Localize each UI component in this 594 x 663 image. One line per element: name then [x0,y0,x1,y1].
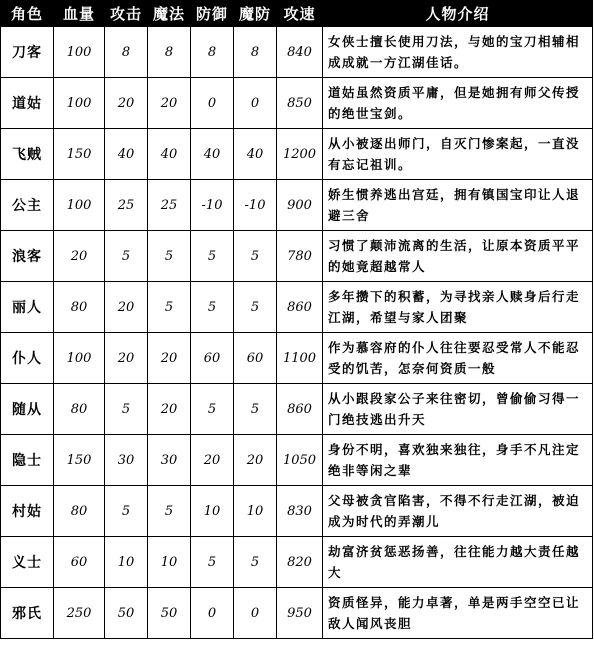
hp-cell: 20 [54,231,105,282]
header-magic-defense: 魔防 [234,1,277,27]
table-body [1,27,593,639]
magic-cell: 25 [148,180,191,231]
defense-cell: 5 [191,537,234,588]
magic-defense-cell: 60 [234,333,277,384]
role-cell: 邪氏 [1,588,54,639]
table-row [1,537,593,588]
table-row [1,333,593,384]
defense-cell: -10 [191,180,234,231]
magic-cell: 40 [148,129,191,180]
hp-cell: 150 [54,129,105,180]
hp-cell: 250 [54,588,105,639]
role-cell: 公主 [1,180,54,231]
hp-cell: 80 [54,486,105,537]
table-row [1,231,593,282]
hp-cell: 80 [54,282,105,333]
attack-speed-cell: 1050 [277,435,323,486]
magic-defense-cell: 10 [234,486,277,537]
magic-cell: 8 [148,27,191,78]
attack-speed-cell: 1200 [277,129,323,180]
magic-cell: 20 [148,78,191,129]
hp-cell: 60 [54,537,105,588]
magic-defense-cell: 5 [234,537,277,588]
table-row [1,588,593,639]
header-attack-speed: 攻速 [277,1,323,27]
magic-defense-cell: 20 [234,435,277,486]
description-cell: 作为慕容府的仆人往往要忍受常人不能忍受的饥苦，怎奈何资质一般 [323,333,593,384]
header-hp: 血量 [54,1,105,27]
attack-cell: 30 [105,435,148,486]
hp-cell: 100 [54,27,105,78]
table-row [1,129,593,180]
magic-cell: 5 [148,486,191,537]
attack-cell: 50 [105,588,148,639]
attack-speed-cell: 820 [277,537,323,588]
magic-defense-cell: 40 [234,129,277,180]
table-row [1,486,593,537]
hp-cell: 100 [54,180,105,231]
defense-cell: 60 [191,333,234,384]
defense-cell: 20 [191,435,234,486]
description-cell: 从小跟段家公子来往密切，曾偷偷习得一门绝技逃出升天 [323,384,593,435]
table-row [1,435,593,486]
description-cell: 多年攒下的积蓄，为寻找亲人赎身后行走江湖，希望与家人团聚 [323,282,593,333]
description-cell: 女侠士擅长使用刀法，与她的宝刀相辅相成成就一方江湖佳话。 [323,27,593,78]
description-cell: 劫富济贫惩恶扬善，往往能力越大责任越大 [323,537,593,588]
attack-cell: 8 [105,27,148,78]
role-cell: 村姑 [1,486,54,537]
magic-cell: 20 [148,384,191,435]
defense-cell: 0 [191,588,234,639]
attack-cell: 20 [105,333,148,384]
magic-defense-cell: 5 [234,282,277,333]
magic-cell: 5 [148,231,191,282]
role-cell: 义士 [1,537,54,588]
role-cell: 隐士 [1,435,54,486]
attack-speed-cell: 830 [277,486,323,537]
role-cell: 浪客 [1,231,54,282]
magic-defense-cell: 5 [234,231,277,282]
attack-speed-cell: 950 [277,588,323,639]
role-cell: 随从 [1,384,54,435]
attack-speed-cell: 850 [277,78,323,129]
table-row [1,27,593,78]
header-attack: 攻击 [105,1,148,27]
defense-cell: 10 [191,486,234,537]
defense-cell: 0 [191,78,234,129]
table-row [1,180,593,231]
magic-defense-cell: 0 [234,78,277,129]
defense-cell: 5 [191,231,234,282]
hp-cell: 150 [54,435,105,486]
attack-speed-cell: 860 [277,384,323,435]
hp-cell: 80 [54,384,105,435]
defense-cell: 40 [191,129,234,180]
magic-cell: 10 [148,537,191,588]
description-cell: 资质怪异，能力卓著，单是两手空空已让敌人闻风丧胆 [323,588,593,639]
attack-cell: 5 [105,384,148,435]
description-cell: 从小被逐出师门，自灭门惨案起，一直没有忘记祖训。 [323,129,593,180]
header-magic: 魔法 [148,1,191,27]
magic-cell: 5 [148,282,191,333]
attack-cell: 5 [105,231,148,282]
role-cell: 丽人 [1,282,54,333]
description-cell: 身份不明，喜欢独来独往，身手不凡注定绝非等闲之辈 [323,435,593,486]
role-cell: 飞贼 [1,129,54,180]
role-cell: 道姑 [1,78,54,129]
description-cell: 父母被贪官陷害，不得不行走江湖，被迫成为时代的弄潮儿 [323,486,593,537]
attack-cell: 25 [105,180,148,231]
attack-cell: 20 [105,78,148,129]
defense-cell: 5 [191,282,234,333]
description-cell: 习惯了颠沛流离的生活，让原本资质平平的她竟超越常人 [323,231,593,282]
attack-cell: 5 [105,486,148,537]
header-defense: 防御 [191,1,234,27]
attack-speed-cell: 840 [277,27,323,78]
defense-cell: 8 [191,27,234,78]
magic-defense-cell: 5 [234,384,277,435]
header-row [1,1,593,27]
attack-speed-cell: 900 [277,180,323,231]
hp-cell: 100 [54,78,105,129]
table-row [1,384,593,435]
attack-cell: 10 [105,537,148,588]
description-cell: 道姑虽然资质平庸，但是她拥有师父传授的绝世宝剑。 [323,78,593,129]
magic-cell: 30 [148,435,191,486]
table-row [1,282,593,333]
attack-speed-cell: 860 [277,282,323,333]
attack-cell: 40 [105,129,148,180]
hp-cell: 100 [54,333,105,384]
magic-cell: 20 [148,333,191,384]
magic-cell: 50 [148,588,191,639]
magic-defense-cell: 0 [234,588,277,639]
magic-defense-cell: -10 [234,180,277,231]
role-cell: 刀客 [1,27,54,78]
attack-cell: 20 [105,282,148,333]
attack-speed-cell: 780 [277,231,323,282]
header-role: 角色 [1,1,54,27]
table-row [1,78,593,129]
defense-cell: 5 [191,384,234,435]
description-cell: 娇生惯养逃出宫廷，拥有镇国宝印让人退避三舍 [323,180,593,231]
magic-defense-cell: 8 [234,27,277,78]
header-description: 人物介绍 [323,1,593,27]
attack-speed-cell: 1100 [277,333,323,384]
role-cell: 仆人 [1,333,54,384]
